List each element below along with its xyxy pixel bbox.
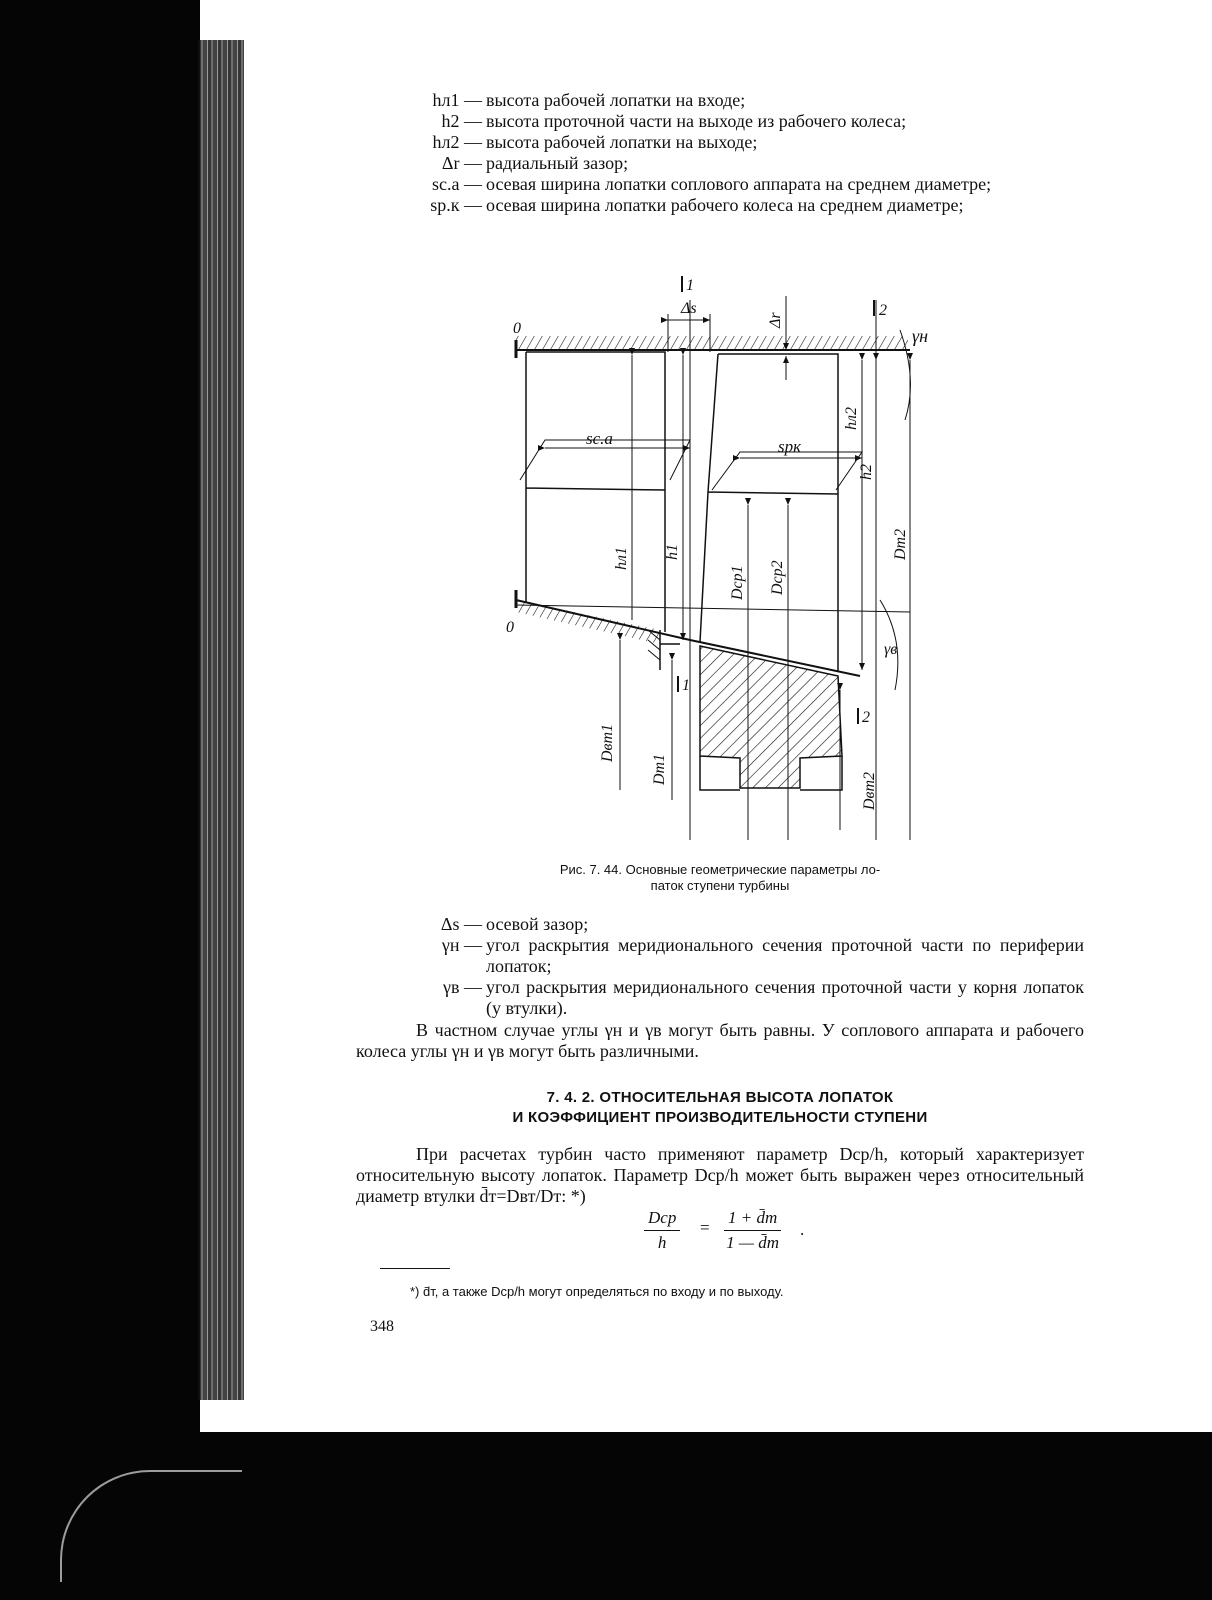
definition-term: γн — [441,935,482,955]
fig-label-section2-bottom: 2 [862,709,870,726]
definition-text: осевая ширина лопатки рабочего колеса на среднем диаметре; [486,195,964,215]
fig-label-h-l2: hл2 [843,407,860,430]
definition-term: sс.а — [432,174,482,194]
fig-label-gamma-v: γв [884,641,898,658]
definition-term: γв — [443,977,482,997]
fig-label-zero-bottom: 0 [506,619,514,636]
formula-lhs-denominator: h [657,1233,667,1252]
definition-text: радиальный зазор; [486,153,629,173]
fig-label-d-vt2: Dвт2 [861,771,878,810]
fig-label-h-2: h2 [858,464,875,480]
formula-rhs [724,1208,781,1253]
figure-caption [470,862,970,894]
fig-label-h-l1: hл1 [613,547,630,570]
definitions-bottom [404,914,1084,1019]
definition-text: угол раскрытия меридионального сечения проточной части по периферии лопаток; [486,935,1084,976]
definition-text: осевая ширина лопатки соплового аппарата на среднем диаметре; [486,174,992,194]
section-heading-line: 7. 4. 2. ОТНОСИТЕЛЬНАЯ ВЫСОТА ЛОПАТОК [546,1089,894,1106]
fig-label-zero-top: 0 [513,320,521,337]
fig-label-d-sr2: Dср2 [769,560,786,595]
fig-label-d-t1: Dт1 [651,753,668,785]
footnote-rule [380,1268,450,1269]
section-heading-line: И КОЭФФИЦИЕНТ ПРОИЗВОДИТЕЛЬНОСТИ СТУПЕНИ [512,1109,928,1126]
definition-item [404,977,1084,1019]
definition-item [404,935,1084,977]
definition-term: sр.к — [430,195,482,215]
definition-term: hл2 — [432,132,482,152]
definition-item [404,914,1084,935]
formula-equals: = [700,1218,710,1237]
hub-line [516,600,860,676]
rotor-blade [700,354,838,672]
definition-term: hл1 — [432,90,482,110]
fig-label-d-t2: Dт2 [892,528,909,560]
fig-label-delta-s: Δs [681,300,697,317]
fig-label-section2-top: 2 [879,302,887,319]
body-paragraph: В частном случае углы γн и γв могут быть равны. У соплового аппарата и рабочего колеса углы γн и γв могут быть различными. [356,1020,1084,1061]
section-heading [356,1088,1084,1128]
fig-label-s-ca: sс.а [586,429,613,448]
fig-label-section1-bottom: 1 [682,677,690,694]
formula [640,1206,840,1262]
fig-label-section1-top: 1 [686,277,694,294]
page-number: 348 [370,1318,394,1335]
definition-text: высота рабочей лопатки на выходе; [486,132,758,152]
figure-caption-line: паток ступени турбины [650,878,790,893]
fig-label-d-sr1: Dср1 [729,565,746,600]
figure-caption-line: Рис. 7. 44. Основные геометрические параметры ло- [559,862,881,877]
fig-label-gamma-n: γн [912,326,929,346]
formula-end: . [800,1220,805,1239]
definition-text: высота проточной части на выходе из рабочего колеса; [486,111,907,131]
definition-text: осевой зазор; [486,914,589,934]
footnote: *) d̄т, а также Dср/h могут определяться по входу и по выходу. [410,1284,784,1299]
formula-rhs-denominator: 1 — d̄т [726,1233,780,1252]
definition-term: Δs — [440,914,482,934]
definition-text: угол раскрытия меридионального сечения проточной части у корня лопаток (у втулки). [486,977,1084,1018]
formula-lhs-numerator: Dср [644,1208,680,1231]
fig-label-s-rk: sрк [778,437,802,456]
formula-rhs-numerator: 1 + d̄т [724,1208,781,1231]
definition-term: Δr — [441,153,482,173]
body-paragraph: При расчетах турбин часто применяют параметр Dср/h, который характеризует относительную высоту лопаток. Параметр Dср/h может быть выражен через относительный диаметр втулки d̄т=Dвт/Dт: *) [356,1144,1084,1206]
formula-lhs [644,1208,680,1253]
fig-label-d-vt1: Dвт1 [599,723,616,762]
fig-label-h-1: h1 [664,544,681,560]
casing-hatch [516,336,908,350]
fig-label-delta-r: Δr [767,312,784,328]
definition-term: h2 — [441,111,482,131]
nozzle-blade [526,352,665,632]
definition-text: высота рабочей лопатки на входе; [486,90,746,110]
